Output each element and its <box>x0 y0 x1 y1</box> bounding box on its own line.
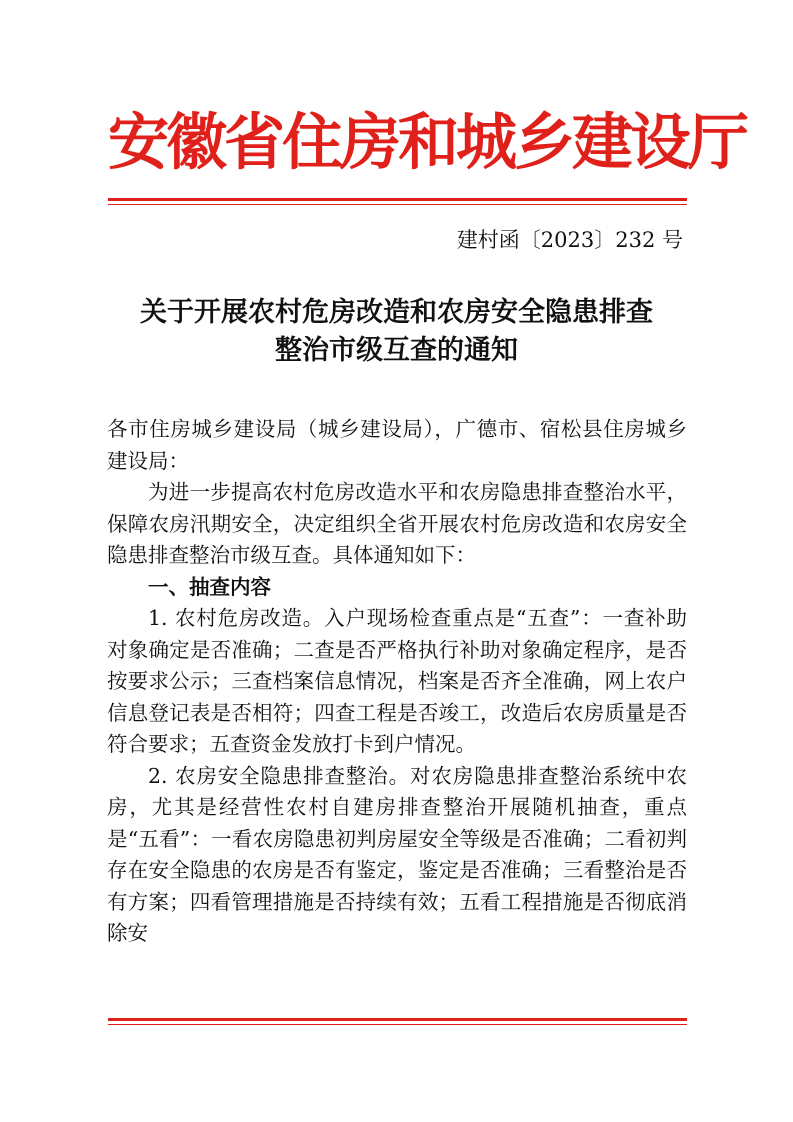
letterhead-agency-name: 安徽省住房和城乡建设厅 <box>108 107 747 178</box>
footer-red-rule-thin <box>108 1024 687 1025</box>
section-heading-inspection-content: 一、抽查内容 <box>148 574 271 599</box>
document-title <box>100 294 693 370</box>
document-body <box>107 414 687 950</box>
item-2-paragraph: 2. 农房安全隐患排查整治。对农房隐患排查整治系统中农房，尤其是经营性农村自建房排查整治开展随机抽查，重点是“五看”：一看农房隐患初判房屋安全等级是否准确；二看初判存在安全隐患的农房是否有鉴定，鉴定是否准确；三看整治是否有方案；四看管理措施是否持续有效；五看工程措施是否彻底消除安 <box>107 763 687 945</box>
document-number: 建村函〔2023〕232 号 <box>456 228 683 252</box>
footer-red-rule-thick <box>108 1018 687 1021</box>
document-title-line-1: 关于开展农村危房改造和农房安全隐患排查 <box>140 297 653 328</box>
intro-paragraph: 为进一步提高农村危房改造水平和农房隐患排查整治水平，保障农房汛期安全，决定组织全省开展农村危房改造和农房安全隐患排查整治市级互查。具体通知如下： <box>107 480 687 567</box>
addressee-paragraph: 各市住房城乡建设局（城乡建设局），广德市、宿松县住房城乡建设局： <box>107 417 687 473</box>
letterhead-red-rule-thick <box>108 198 687 201</box>
item-1-paragraph: 1. 农村危房改造。入户现场检查重点是“五查”：一查补助对象确定是否准确；二查是否严格执行补助对象确定程序，是否按要求公示；三查档案信息情况，档案是否齐全准确，网上农户信息登记表是否相符；四查工程是否竣工，改造后农房质量是否符合要求；五查资金发放打卡到户情况。 <box>107 606 687 756</box>
letterhead-red-rule-thin <box>108 204 687 205</box>
document-title-line-2: 整治市级互查的通知 <box>275 335 518 366</box>
